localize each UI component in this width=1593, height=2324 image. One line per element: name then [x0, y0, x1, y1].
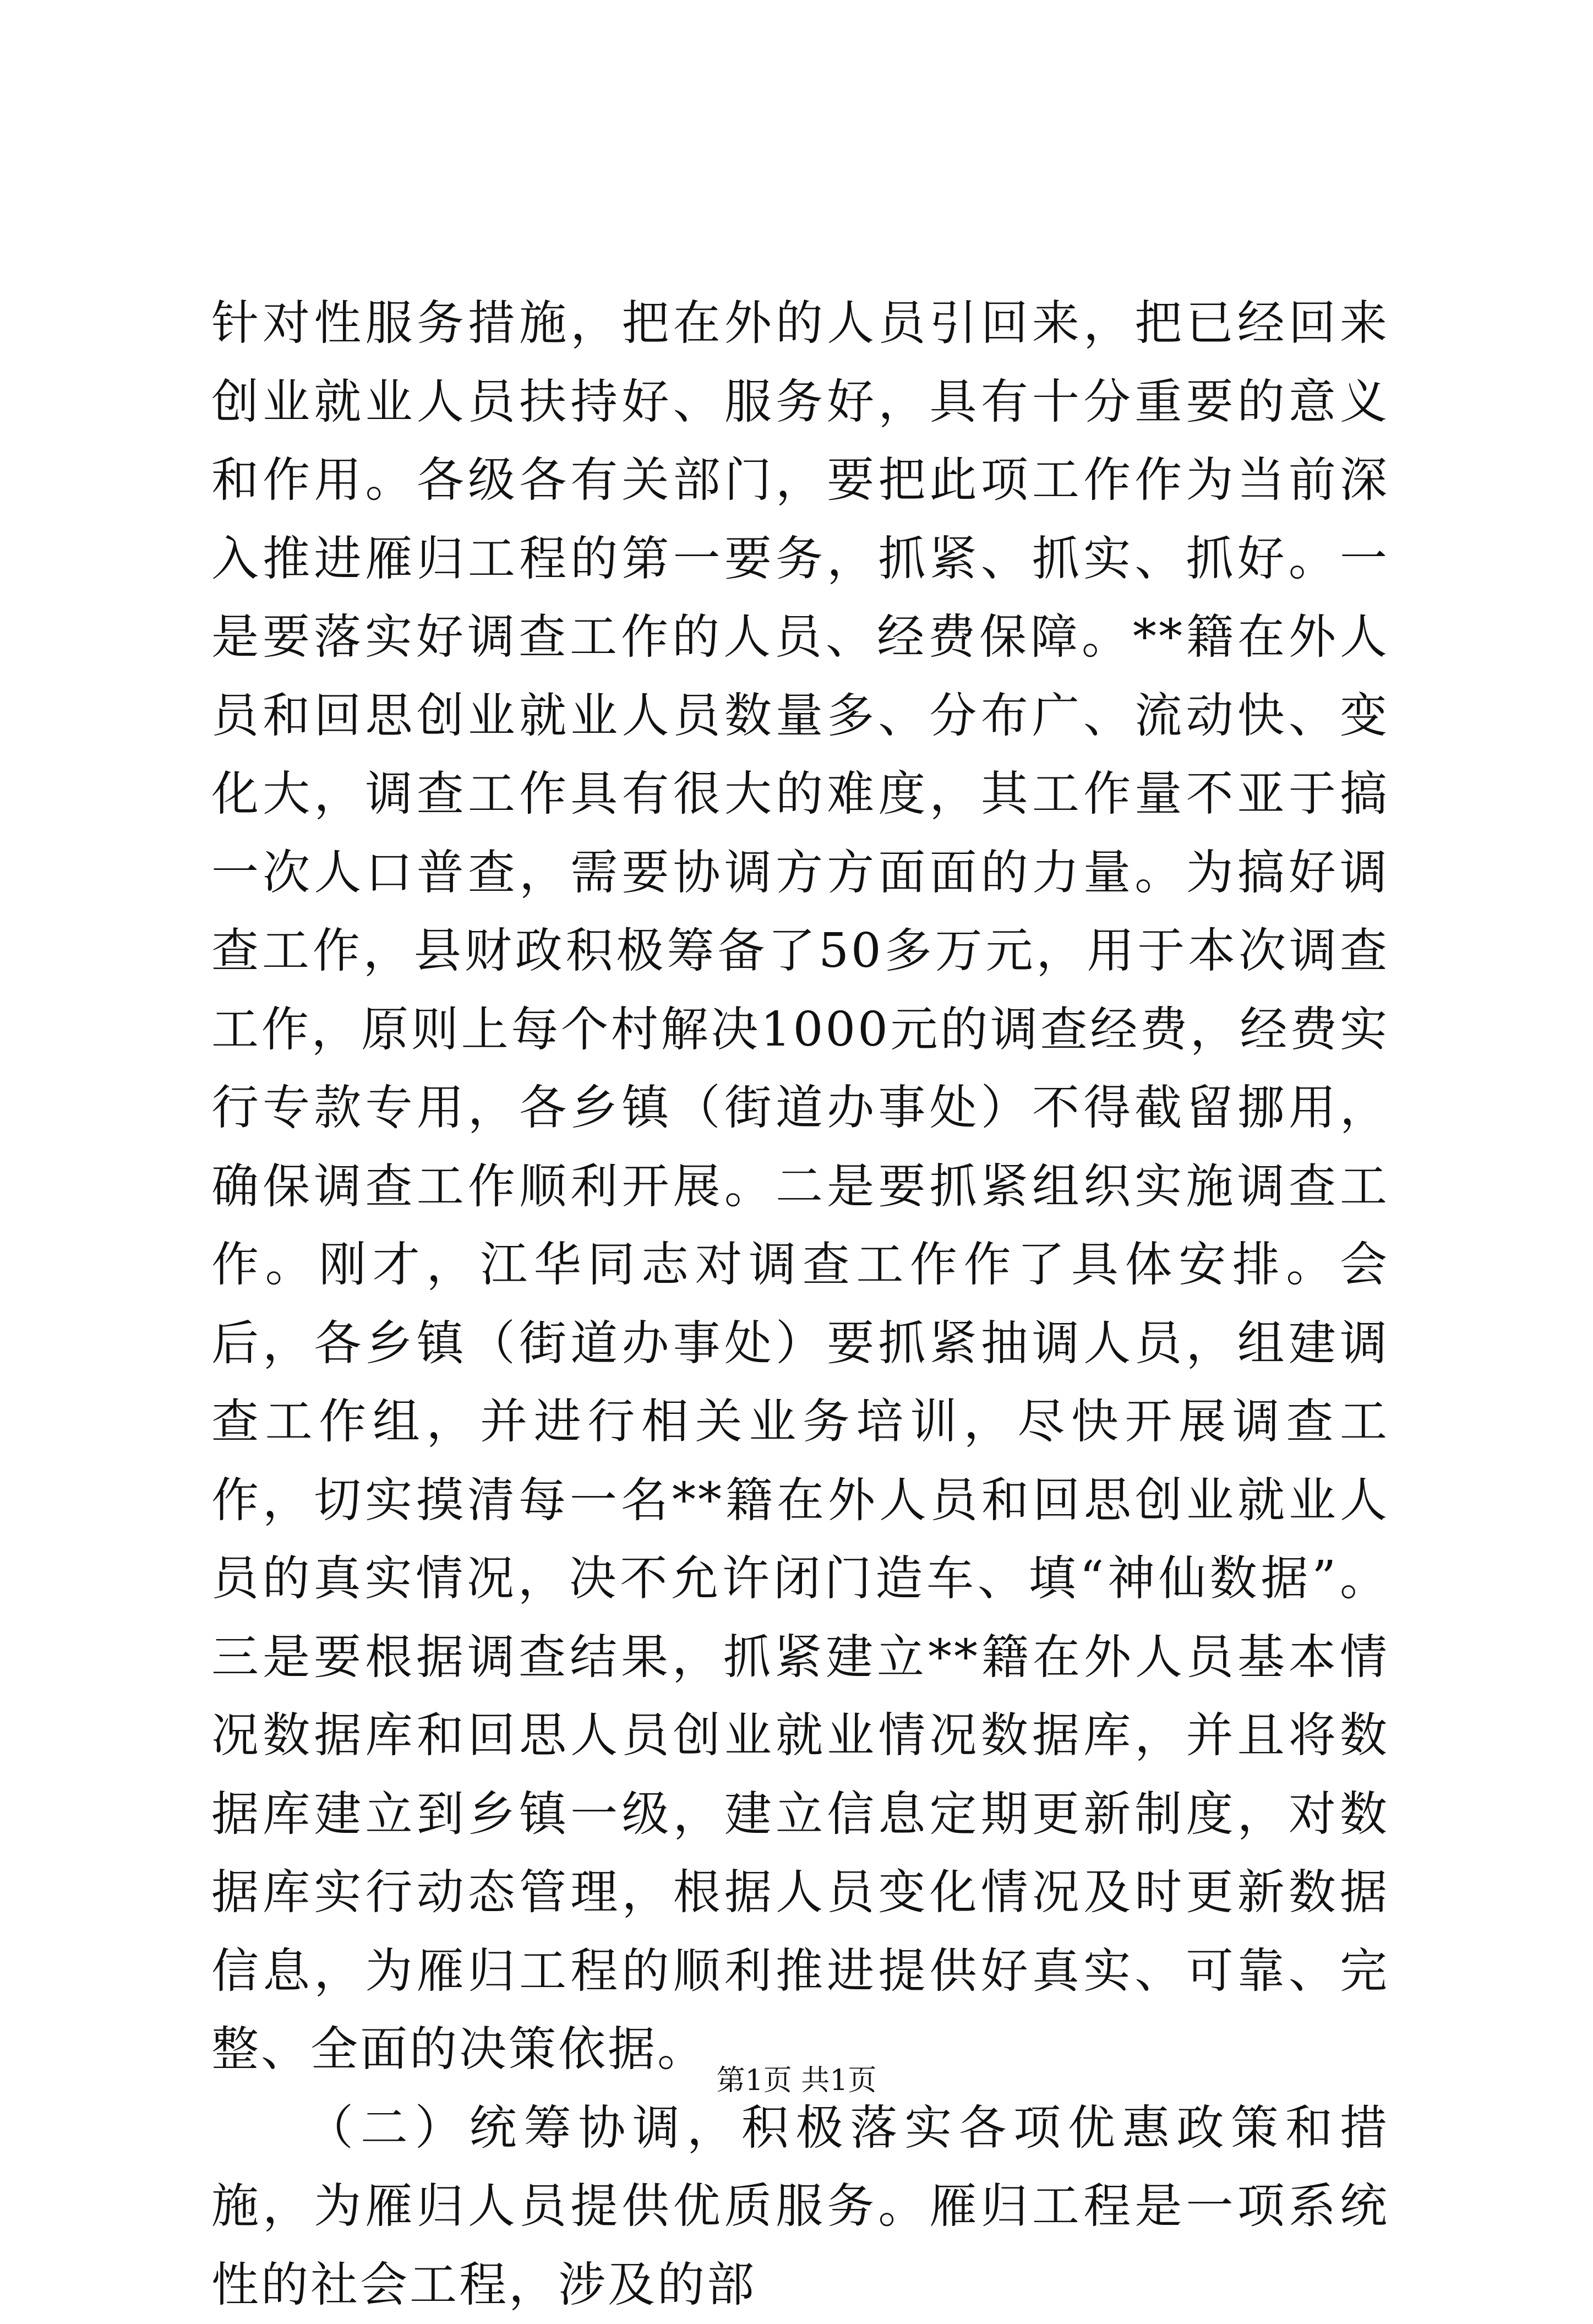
document-body — [211, 284, 1389, 2324]
paragraph-1: 针对性服务措施，把在外的人员引回来，把已经回来创业就业人员扶持好、服务好，具有十分重要的意义和作用。各级各有关部门，要把此项工作作为当前深入推进雁归工程的第一要务，抓紧、抓实、抓好。一是要落实好调查工作的人员、经费保障。**籍在外人员和回思创业就业人员数量多、分布广、流动快、变化大，调查工作具有很大的难度，其工作量不亚于搞一次人口普查，需要协调方方面面的力量。为搞好调查工作，县财政积极筹备了50多万元，用于本次调查工作，原则上每个村解决1000元的调查经费，经费实行专款专用，各乡镇（街道办事处）不得截留挪用，确保调查工作顺利开展。二是要抓紧组织实施调查工作。刚才，江华同志对调查工作作了具体安排。会后，各乡镇（街道办事处）要抓紧抽调人员，组建调查工作组，并进行相关业务培训，尽快开展调查工作，切实摸清每一名**籍在外人员和回思创业就业人员的真实情况，决不允许闭门造车、填“神仙数据”。三是要根据调查结果，抓紧建立**籍在外人员基本情况数据库和回思人员创业就业情况数据库，并且将数据库建立到乡镇一级，建立信息定期更新制度，对数据库实行动态管理，根据人员变化情况及时更新数据信息，为雁归工程的顺利推进提供好真实、可靠、完整、全面的决策依据。 — [211, 284, 1389, 2089]
paragraph-2: （二）统筹协调，积极落实各项优惠政策和措施，为雁归人员提供优质服务。雁归工程是一项系统性的社会工程，涉及的部 — [211, 2089, 1389, 2324]
page-footer: 第1页 共1页 — [0, 2061, 1593, 2100]
